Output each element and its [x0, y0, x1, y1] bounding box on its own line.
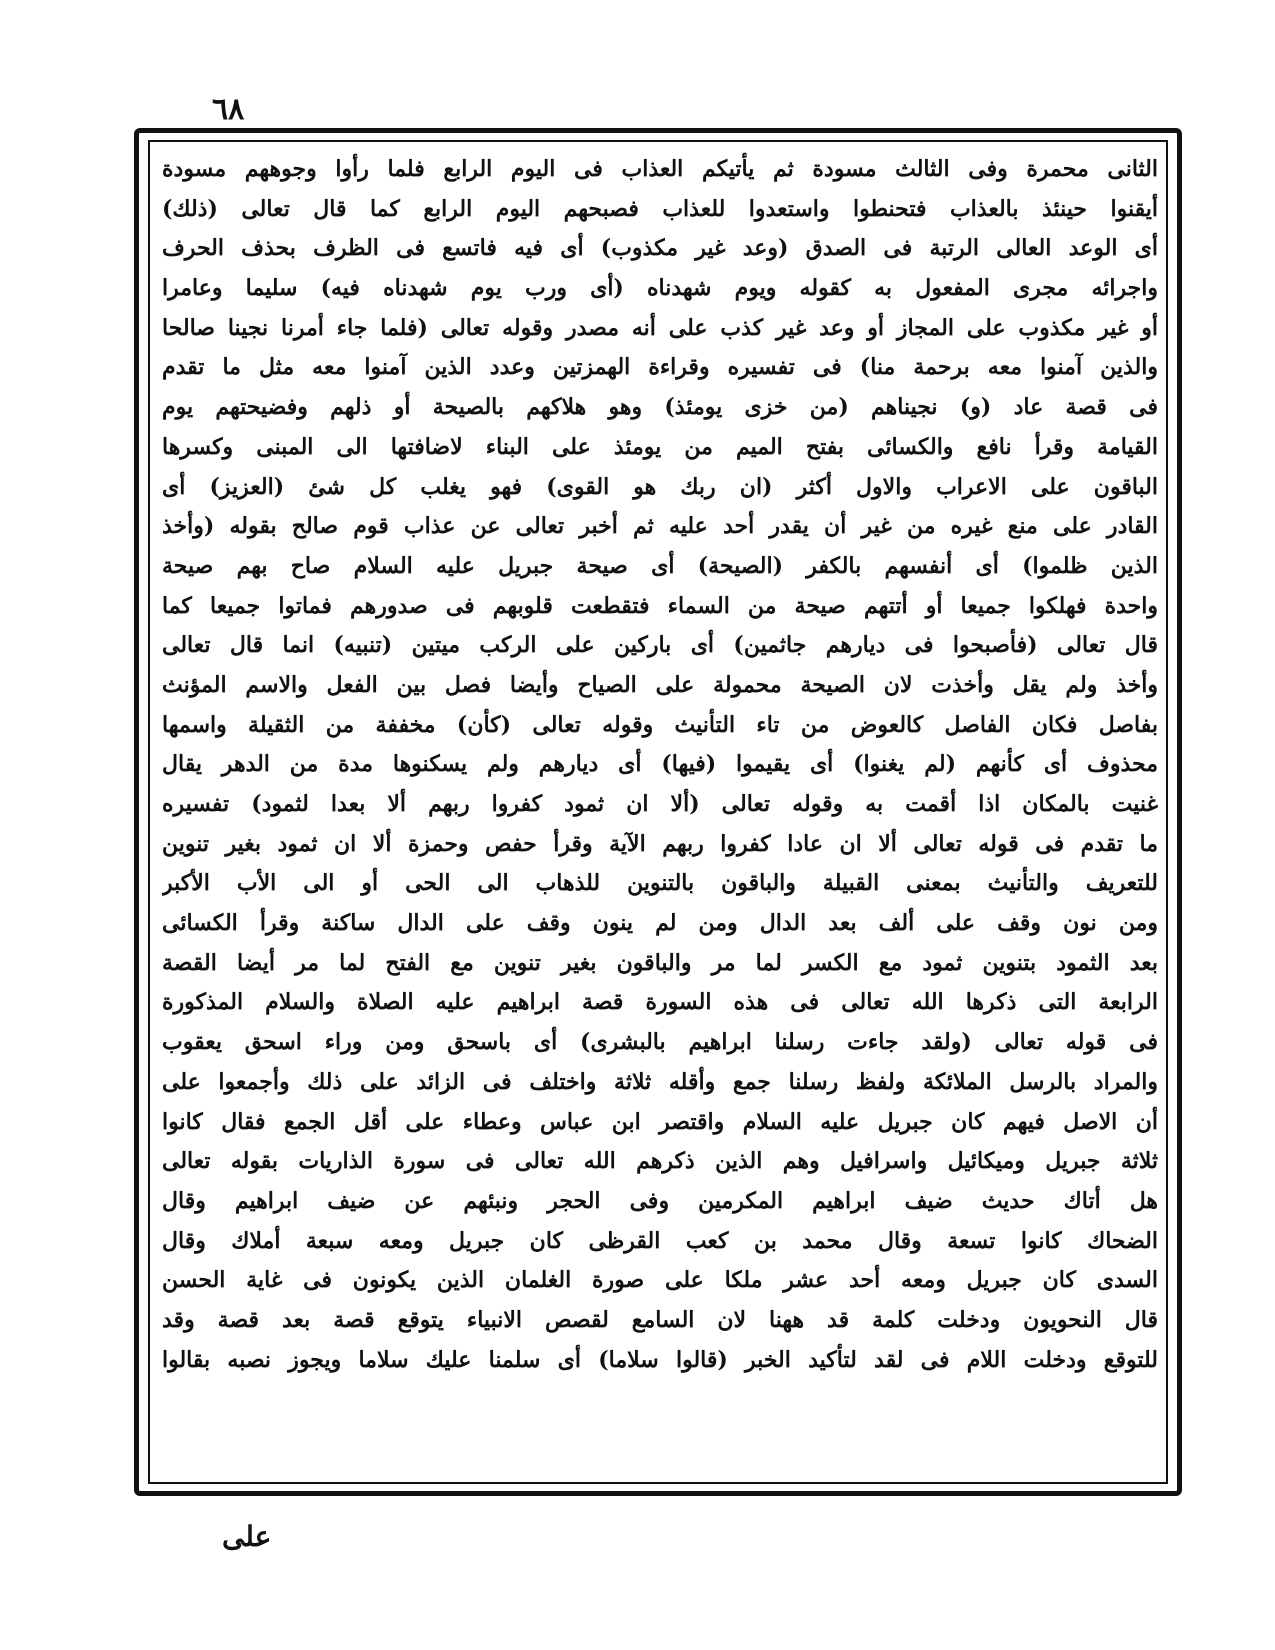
text-line: هل أتاك حديث ضيف ابراهيم المكرمين وفى الحجر ونبئهم عن ضيف ابراهيم وقال [162, 1187, 1158, 1214]
text-line: الذين ظلموا) أى أنفسهم بالكفر (الصيحة) أى صيحة جبريل عليه السلام صاح بهم صيحة [162, 552, 1158, 579]
text-line: أو غير مكذوب على المجاز أو وعد غير كذب على أنه مصدر وقوله تعالى (فلما جاء أمرنا نجينا صالحا [162, 314, 1158, 341]
text-line: فى قوله تعالى (ولقد جاءت رسلنا ابراهيم بالبشرى) أى باسحق ومن وراء اسحق يعقوب [162, 1029, 1158, 1056]
text-line [162, 1420, 1158, 1460]
text-line: قال النحويون ودخلت كلمة قد ههنا لان السامع لقصص الانبياء يتوقع قصة بعد قصة وقد [162, 1306, 1158, 1333]
page-number: ٦٨ [212, 92, 245, 127]
text-line: للتعريف والتأنيث بمعنى القبيلة والباقون بالتنوين للذهاب الى الحى أو الى الأب الأكبر [162, 870, 1158, 897]
text-line: ثلاثة جبريل وميكائيل واسرافيل وهم الذين ذكرهم الله تعالى فى سورة الذاريات بقوله تعالى [162, 1148, 1158, 1175]
text-line: للتوقع ودخلت اللام فى لقد لتأكيد الخبر (قالوا سلاما) أى سلمنا عليك سلاما ويجوز نصبه بقالوا [162, 1346, 1158, 1373]
text-line: القادر على منع غيره من غير أن يقدر أحد عليه ثم أخبر تعالى عن عذاب قوم صالح بقوله (وأخذ [162, 513, 1158, 540]
text-line: الثانى محمرة وفى الثالث مسودة ثم يأتيكم العذاب فى اليوم الرابع فلما رأوا وجوههم مسودة [162, 156, 1158, 182]
text-line: ما تقدم فى قوله تعالى ألا ان عادا كفروا ربهم الآية وقرأ حفص وحمزة ألا ان ثمود بغير تنوين [162, 830, 1158, 857]
text-line: والذين آمنوا معه برحمة منا) فى تفسيره وقراءة الهمزتين وعدد الذين آمنوا معه مثل ما تقدم [162, 354, 1158, 381]
text-line: السدى كان جبريل ومعه أحد عشر ملكا على صورة الغلمان الذين يكونون فى غاية الحسن [162, 1267, 1158, 1294]
text-line: الضحاك كانوا تسعة وقال محمد بن كعب القرظى كان جبريل ومعه سبعة أملاك وقال [162, 1227, 1158, 1254]
text-line: غنيت بالمكان اذا أقمت به وقوله تعالى (ألا ان ثمود كفروا ربهم ألا بعدا لثمود) تفسيره [162, 791, 1158, 817]
text-line: والمراد بالرسل الملائكة ولفظ رسلنا جمع وأقله ثلاثة واختلف فى الزائد على ذلك وأجمعوا على [162, 1068, 1158, 1095]
text-line: قال تعالى (فأصبحوا فى ديارهم جاثمين) أى باركين على الركب ميتين (تنبيه) انما قال تعالى [162, 632, 1158, 659]
text-line: الباقون على الاعراب والاول أكثر (ان ربك هو القوى) فهو يغلب كل شئ (العزيز) أى [162, 473, 1158, 500]
text-line: ومن نون وقف على ألف بعد الدال ومن لم ينون وقف على الدال ساكنة وقرأ الكسائى [162, 910, 1158, 937]
text-line: القيامة وقرأ نافع والكسائى بفتح الميم من يومئذ على البناء لاضافتها الى المبنى وكسرها [162, 433, 1158, 460]
text-line: فى قصة عاد (و) نجيناهم (من خزى يومئذ) وهو هلاكهم بالصيحة أو ذلهم وفضيحتهم يوم [162, 394, 1158, 421]
text-line: وأخذ ولم يقل وأخذت لان الصيحة محمولة على الصياح وأيضا فصل بين الفعل والاسم المؤنث [162, 671, 1158, 698]
text-line: بفاصل فكان الفاصل كالعوض من تاء التأنيث وقوله تعالى (كأن) مخففة من الثقيلة واسمها [162, 711, 1158, 738]
text-line: محذوف أى كأنهم (لم يغنوا) أى يقيموا (فيها) أى ديارهم ولم يسكنوها مدة من الدهر يقال [162, 751, 1158, 778]
text-line: بعد الثمود بتنوين ثمود مع الكسر لما مر والباقون بغير تنوين مع الفتح لما مر أيضا القصة [162, 949, 1158, 976]
text-line: واحدة فهلكوا جميعا أو أتتهم صيحة من السماء فتقطعت قلوبهم فى صدورهم فماتوا جميعا كما [162, 592, 1158, 619]
body-text [162, 150, 1158, 1460]
text-line: الرابعة التى ذكرها الله تعالى فى هذه السورة قصة ابراهيم عليه الصلاة والسلام المذكورة [162, 989, 1158, 1016]
text-line: أن الاصل فيهم كان جبريل عليه السلام واقتصر ابن عباس وعطاء على أقل الجمع فقال كانوا [162, 1108, 1158, 1135]
text-line: أيقنوا حينئذ بالعذاب فتحنطوا واستعدوا للعذاب فصبحهم اليوم الرابع كما قال تعالى (ذلك) [162, 195, 1158, 222]
text-line [162, 1380, 1158, 1420]
text-line: أى الوعد العالى الرتبة فى الصدق (وعد غير مكذوب) أى فيه فاتسع فى الظرف بحذف الحرف [162, 235, 1158, 262]
text-line: واجرائه مجرى المفعول به كقوله ويوم شهدناه (أى ورب يوم شهدناه فيه) سليما وعامرا [162, 275, 1158, 302]
catchword: على [222, 1520, 272, 1553]
